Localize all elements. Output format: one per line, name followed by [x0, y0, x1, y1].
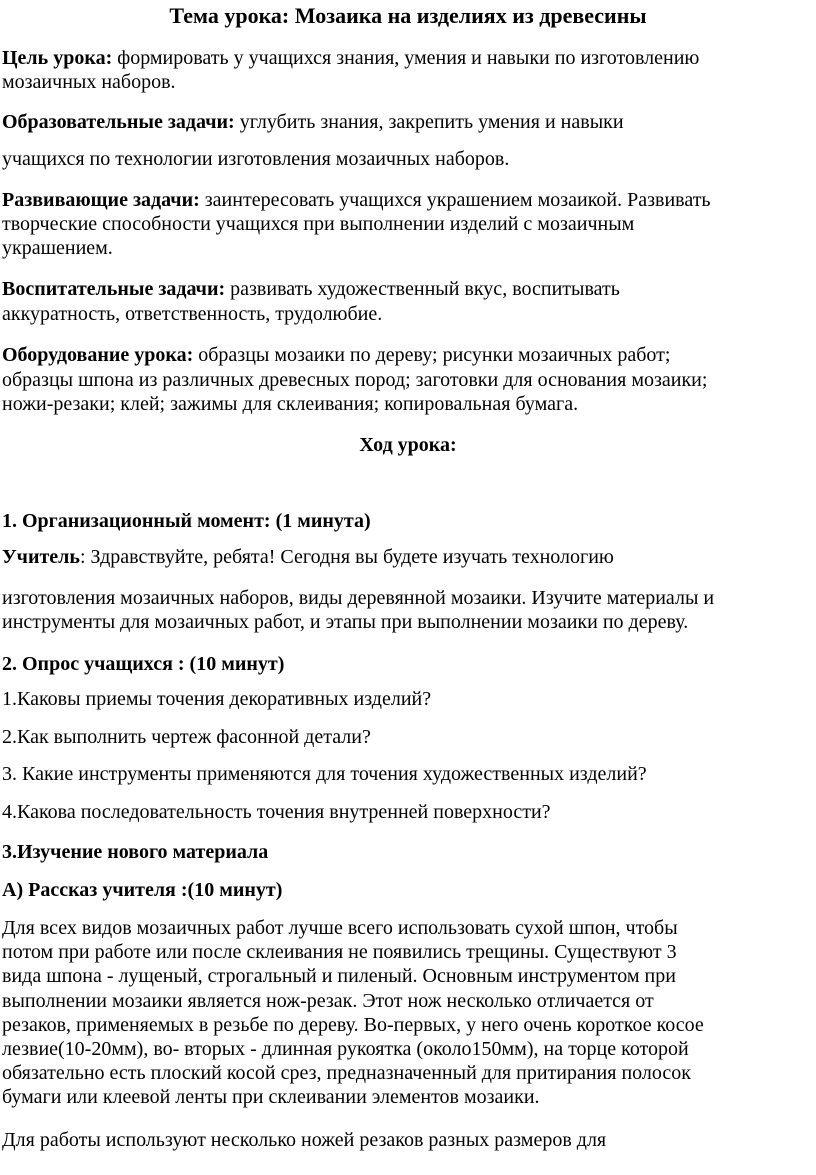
equipment-line-1: Оборудование урока: образцы мозаики по дереву; рисунки мозаичных работ;: [2, 344, 671, 366]
section3-heading: 3.Изучение нового материала: [2, 841, 269, 863]
dev-tasks-label: Развивающие задачи:: [2, 189, 200, 211]
equipment-label: Оборудование урока:: [2, 344, 194, 366]
question-4: 4.Какова последовательность точения внутренней поверхности?: [2, 801, 551, 823]
dev-tasks-line-3: украшением.: [2, 237, 113, 259]
edu-tasks-label: Образовательные задачи:: [2, 111, 235, 133]
edu-tasks-line-1: Образовательные задачи: углубить знания, закрепить умения и навыки: [2, 111, 624, 133]
section1-line-1: Учитель: Здравствуйте, ребята! Сегодня вы будете изучать технологию: [2, 546, 614, 568]
section2-heading: 2. Опрос учащихся : (10 минут): [2, 653, 285, 675]
para1-line-7: обязательно есть плоский косой срез, предназначенный для притирания полосок: [2, 1062, 691, 1084]
section1-heading: 1. Организационный момент: (1 минута): [2, 510, 371, 532]
upbringing-tasks-line-1: Воспитательные задачи: развивать художественный вкус, воспитывать: [2, 278, 620, 300]
para1-line-2: потом при работе или после склеивания не появились трещины. Существуют 3: [2, 941, 677, 963]
question-1: 1.Каковы приемы точения декоративных изделий?: [2, 688, 432, 710]
question-2: 2.Как выполнить чертеж фасонной детали?: [2, 726, 371, 748]
section1-line-3: инструменты для мозаичных работ, и этапы при выполнении мозаики по дереву.: [2, 611, 689, 633]
equipment-line-2: образцы шпона из различных древесных пород; заготовки для основания мозаики;: [2, 369, 708, 391]
para1-line-1: Для всех видов мозаичных работ лучше всего использовать сухой шпон, чтобы: [2, 917, 678, 939]
section3-subheading: А) Рассказ учителя :(10 минут): [2, 879, 283, 901]
para1-line-8: бумаги или клеевой ленты при склеивании элементов мозаики.: [2, 1086, 540, 1108]
course-heading: Ход урока:: [359, 434, 457, 456]
dev-tasks-line-1: Развивающие задачи: заинтересовать учащихся украшением мозаикой. Развивать: [2, 189, 711, 211]
edu-tasks-line-2: учащихся по технологии изготовления мозаичных наборов.: [2, 148, 510, 170]
para1-line-3: вида шпона - лущеный, строгальный и пиленый. Основным инструментом при: [2, 965, 676, 987]
equipment-line-3: ножи-резаки; клей; зажимы для склеивания; копировальная бумага.: [2, 393, 579, 415]
para2-line-1: Для работы используют несколько ножей резаков разных размеров для: [2, 1129, 607, 1151]
para1-line-5: резаков, применяемых в резьбе по дереву. Во-первых, у него очень короткое косое: [2, 1014, 704, 1036]
goal-line-2: мозаичных наборов.: [2, 71, 176, 93]
para1-line-6: лезвие(10-20мм), во- вторых - длинная рукоятка (около150мм), на торце которой: [2, 1038, 689, 1060]
goal-line-1: Цель урока: формировать у учащихся знания, умения и навыки по изготовлению: [2, 47, 700, 69]
para1-line-4: выполнении мозаики является нож-резак. Этот нож несколько отличается от: [2, 990, 654, 1012]
question-3: 3. Какие инструменты применяются для точения художественных изделий?: [2, 763, 647, 785]
goal-label: Цель урока:: [2, 47, 113, 69]
upbringing-tasks-line-2: аккуратность, ответственность, трудолюбие.: [2, 303, 383, 325]
upbringing-tasks-label: Воспитательные задачи:: [2, 278, 226, 300]
dev-tasks-line-2: творческие способности учащихся при выполнении изделий с мозаичным: [2, 213, 635, 235]
teacher-label: Учитель: [2, 546, 80, 568]
lesson-title: Тема урока: Мозаика на изделиях из древесины: [169, 3, 647, 28]
section1-line-2: изготовления мозаичных наборов, виды деревянной мозаики. Изучите материалы и: [2, 587, 715, 609]
